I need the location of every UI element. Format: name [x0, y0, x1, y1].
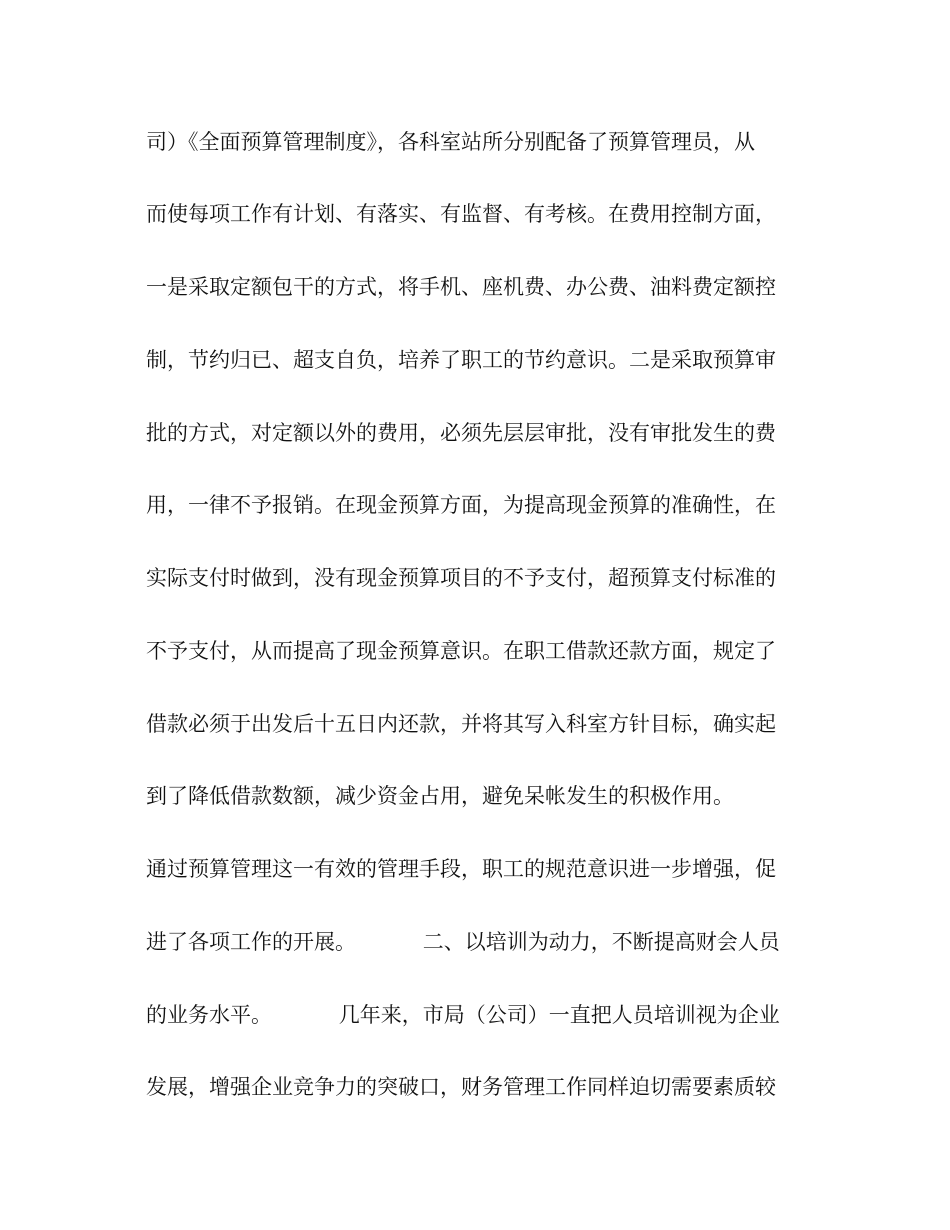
- text-line: 制，节约归已、超支自负，培养了职工的节约意识。二是采取预算审: [146, 348, 776, 372]
- text-line: 发展，增强企业竞争力的突破口，财务管理工作同样迫切需要素质较: [146, 1075, 776, 1099]
- text-line: 实际支付时做到，没有现金预算项目的不予支付，超预算支付标准的: [146, 566, 776, 590]
- text-line: 司）《全面预算管理制度》，各科室站所分别配备了预算管理员，从: [146, 130, 755, 154]
- text-line: 一是采取定额包干的方式，将手机、座机费、办公费、油料费定额控: [146, 275, 776, 299]
- text-line: 批的方式，对定额以外的费用，必须先层层审批，没有审批发生的费: [146, 421, 776, 445]
- text-line: 借款必须于出发后十五日内还款，并将其写入科室方针目标，确实起: [146, 712, 776, 736]
- text-line: 的业务水平。 几年来，市局（公司）一直把人员培训视为企业: [146, 1003, 780, 1027]
- text-line: 不予支付，从而提高了现金预算意识。在职工借款还款方面，规定了: [146, 639, 776, 663]
- text-line: 用，一律不予报销。在现金预算方面，为提高现金预算的准确性，在: [146, 493, 776, 517]
- text-line: 到了降低借款数额，减少资金占用，避免呆帐发生的积极作用。: [146, 784, 734, 808]
- text-line: 进了各项工作的开展。 二、以培训为动力，不断提高财会人员: [146, 930, 780, 954]
- text-line: 而使每项工作有计划、有落实、有监督、有考核。在费用控制方面，: [146, 202, 776, 226]
- text-line: 通过预算管理这一有效的管理手段，职工的规范意识进一步增强，促: [146, 857, 776, 881]
